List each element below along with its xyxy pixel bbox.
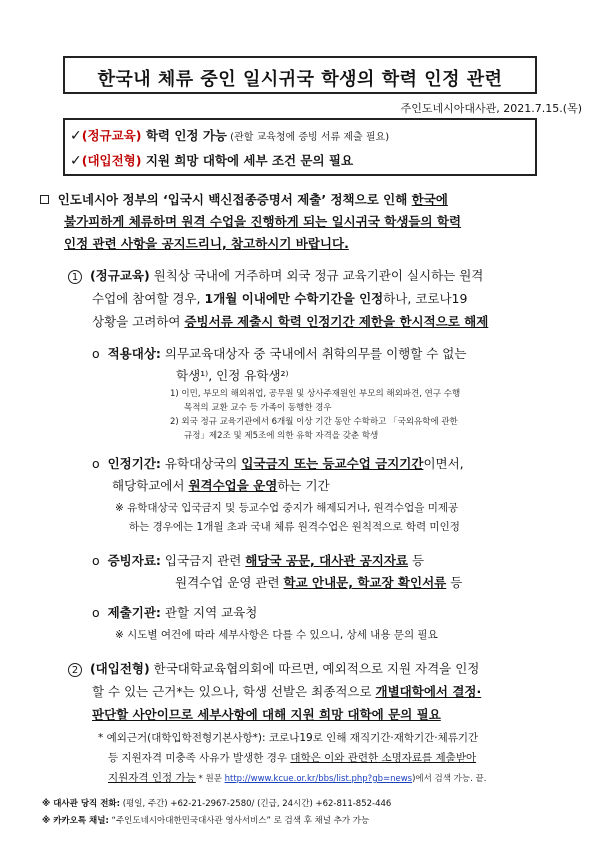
section2-note-3: 지원자격 인정 가능 * 원문 http://www.kcue.or.kr/bbs/list.php?gb=news)에서 검색 가능. 끝. [108,772,487,784]
issue-date: 주인도네시아대사관, 2021.7.15.(목) [400,102,582,115]
period-note-2: 하는 경우에는 1개월 초과 국내 체류 원격수업은 원칙적으로 학력 미인정 [129,521,460,533]
docs-line-2: 원격수업 운영 관련 학교 안내문, 학교장 확인서류 등 [175,575,463,590]
check-icon: ✓ [70,153,82,169]
summary-note: (관할 교육청에 증빙 서류 제출 필요) [226,132,390,143]
section2-line-2: 할 수 있는 근거*는 있으나, 학생 선발은 최종적으로 개별대학에서 결정· [92,684,482,699]
circled-number-2: 2 [68,663,82,677]
apply-note-1b: 목적의 교환 교수 등 가족이 동행한 경우 [184,403,332,413]
summary-item [70,126,389,144]
period-line-2: 해당학교에서 원격수업을 운영하는 기간 [112,478,330,493]
section2-line-3: 판단할 사안이므로 세부사항에 대해 지원 희망 대학에 문의 필요 [92,707,441,722]
summary-item [70,151,353,169]
section1-tag: (정규교육) [89,268,150,283]
page-title: 한국내 체류 중인 일시귀국 학생의 학력 인정 관련 [97,69,503,90]
office-line-1: o 제출기관: 관할 지역 교육청 [92,605,258,620]
section1-line-2: 수업에 참여할 경우, 1개월 이내에만 수학기간을 인정하나, 코로나19 [92,291,468,306]
office-note: ※ 시도별 여건에 따라 세부사항은 다를 수 있으니, 상세 내용 문의 필요 [115,629,438,641]
section2-line-1: 2 (대입전형) 한국대학교육협의회에 따르면, 예외적으로 지원 자격을 인정 [68,659,479,677]
apply-note-2b: 규정」제2조 및 제5조에 의한 유학 자격을 갖춘 학생 [184,431,379,441]
footer-phone: ※ 대사관 당직 전화: (평일, 주간) +62-21-2967-2580/ (긴급, 24시간) +62-811-852-446 [42,799,392,809]
summary-tag: (정규교육) [81,128,142,143]
intro-line-1: 인도네시아 정부의 ‘입국시 백신접종증명서 제출’ 정책으로 인해 한국에 [40,190,448,208]
summary-text: 지원 희망 대학에 세부 조건 문의 필요 [141,153,354,168]
circled-number-1: 1 [68,270,82,284]
section1-line-3: 상황을 고려하여 증빙서류 제출시 학력 인정기간 제한을 한시적으로 해제 [92,314,489,329]
apply-line-2: 학생¹⁾, 인정 유학생²⁾ [176,368,289,383]
period-line-1: o 인정기간: 유학대상국의 입국금지 또는 등교수업 금지기간이면서, [92,456,464,471]
square-bullet-icon [40,195,49,204]
section2-note-2: 등 지원자격 미충족 사유가 발생한 경우 대학은 이와 관련한 소명자료를 제출받아 [108,752,477,764]
summary-tag: (대입전형) [81,153,142,168]
apply-note-2a: 2) 외국 정규 교육기관에서 6개월 이상 기간 동안 수학하고 「국외유학에 관한 [170,417,458,427]
footer-kakao: ※ 카카오톡 채널: “주인도네시아대한민국대사관 영사서비스” 로 검색 후 채널 추가 가능 [42,816,370,826]
section2-note-1: * 예외근거(대학입학전형기본사항*): 코로나19로 인해 재직기간·재학기간·체류기간 [98,732,479,744]
docs-line-1: o 증빙자료: 입국금지 관련 해당국 공문, 대사관 공지자료 등 [92,553,425,568]
check-icon: ✓ [70,128,82,144]
section1-line-1: 1 (정규교육) 원칙상 국내에 거주하며 외국 정규 교육기관이 실시하는 원격 [68,266,483,284]
period-note-1: ※ 유학대상국 입국금지 및 등교수업 중지가 해제되거나, 원격수업을 미제공 [115,502,459,514]
summary-text: 학력 인정 가능 [141,128,227,143]
kcue-link[interactable]: http://www.kcue.or.kr/bbs/list.php?gb=news [224,774,413,784]
intro-line-2: 불가피하게 체류하며 원격 수업을 진행하게 되는 일시귀국 학생들의 학력 [64,214,462,229]
section2-tag: (대입전형) [89,661,150,676]
title-box [63,56,537,94]
intro-line-3: 인정 관련 사항을 공지드리니, 참고하시기 바랍니다. [64,236,349,251]
apply-line-1: o 적용대상: 의무교육대상자 중 국내에서 취학의무를 이행할 수 없는 [92,346,467,361]
apply-note-1a: 1) 이민, 부모의 해외취업, 공무원 및 상사주재원인 부모의 해외파견, 연구 수행 [170,389,461,399]
